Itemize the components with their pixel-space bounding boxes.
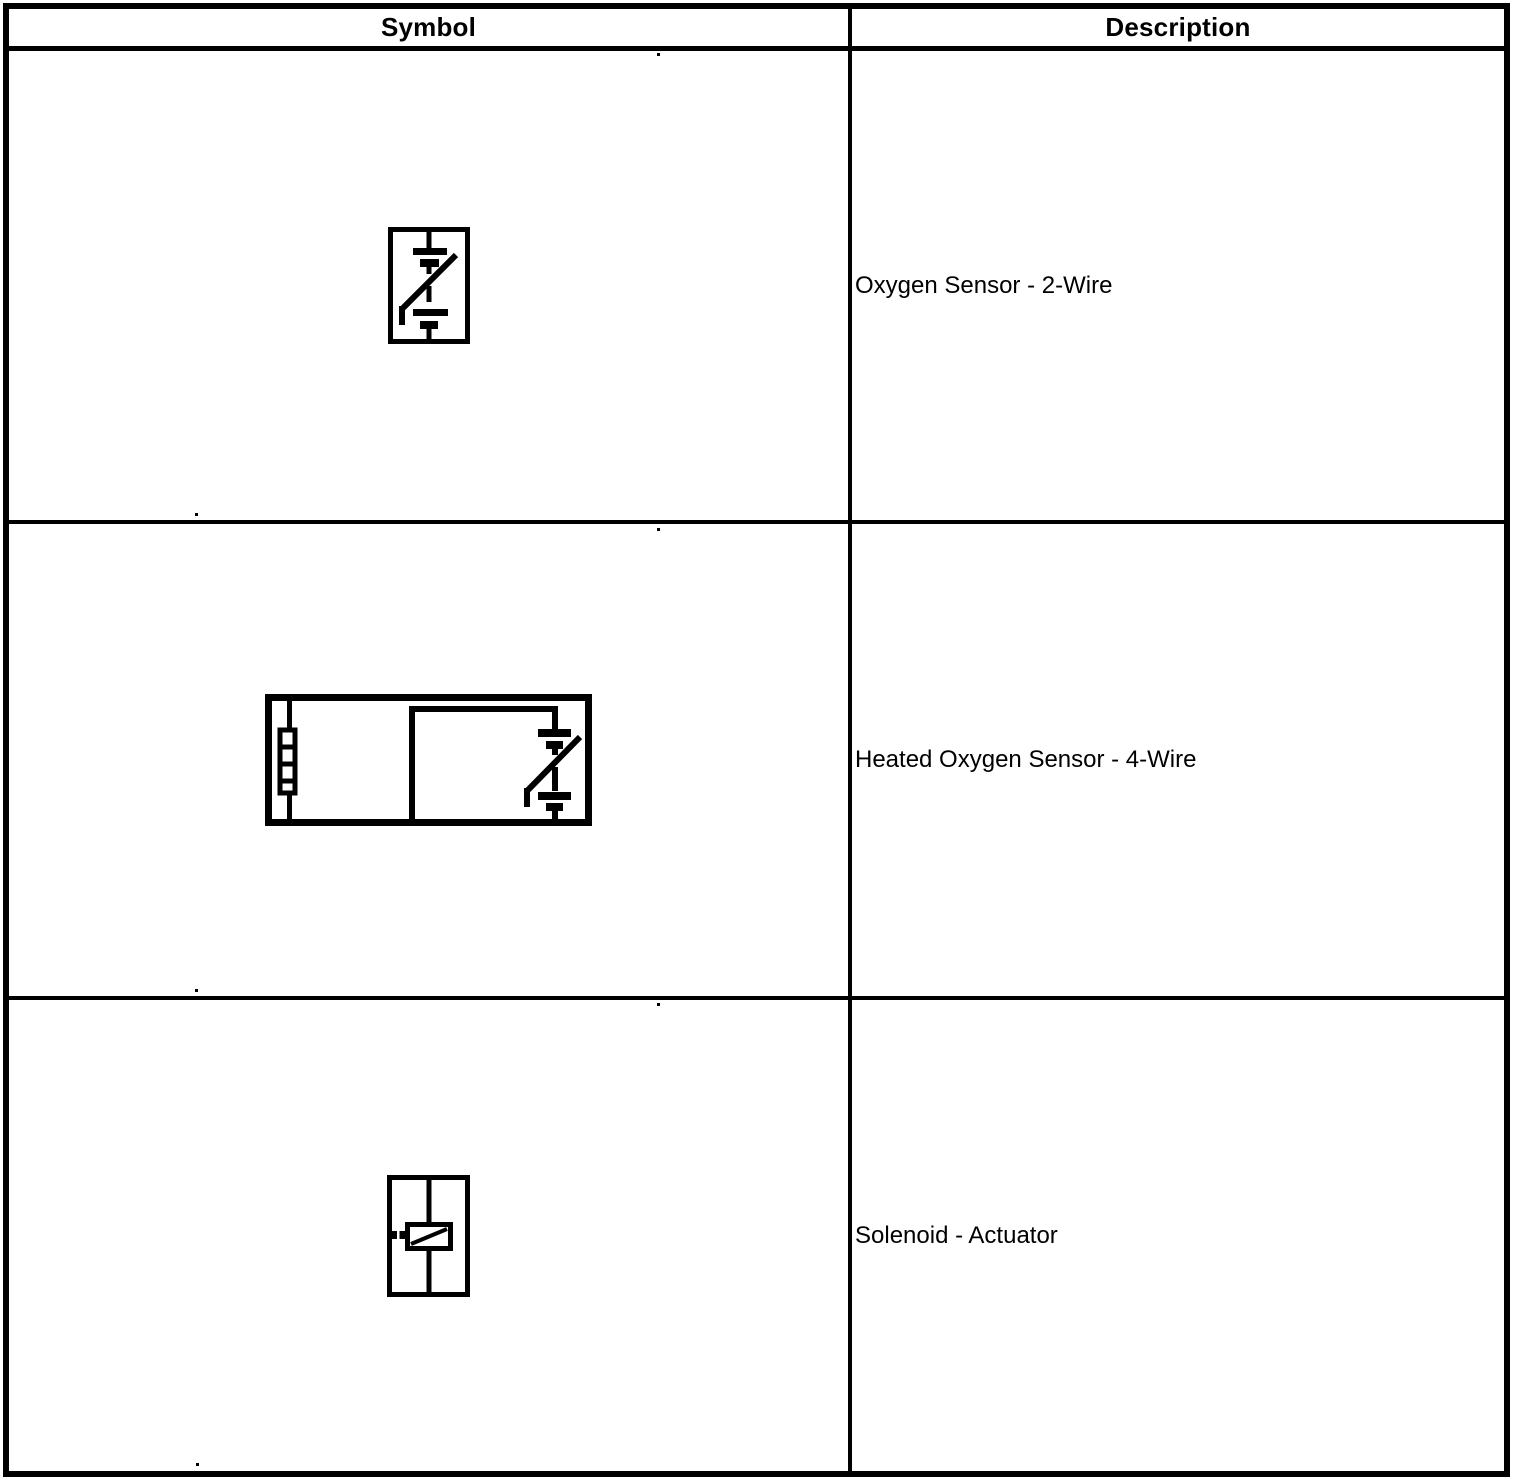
table-row-3-description-cell: [852, 1000, 1504, 1471]
scan-speck: [196, 1463, 199, 1466]
scan-speck: [657, 53, 660, 56]
scan-speck: [195, 989, 198, 992]
oxygen-sensor-2-wire-icon: [386, 225, 472, 346]
scan-speck: [195, 513, 198, 516]
table-row-2-description-cell: [852, 524, 1504, 1000]
row-3-description: Solenoid - Actuator: [855, 1221, 1058, 1249]
symbol-column-header: [9, 9, 852, 51]
table-row-1-symbol-cell: [9, 51, 852, 524]
row-1-description: Oxygen Sensor - 2-Wire: [855, 271, 1113, 299]
symbol-column-header-label: Symbol: [380, 12, 477, 42]
symbols-table: [3, 3, 1510, 1477]
table-row-1-description-cell: [852, 51, 1504, 524]
scan-speck: [657, 1003, 660, 1006]
description-column-header-label: Description: [1105, 12, 1251, 42]
scan-speck: [657, 528, 660, 531]
heated-oxygen-sensor-4-wire-icon: [262, 691, 595, 829]
table-row-3-symbol-cell: [9, 1000, 852, 1471]
table-row-2-symbol-cell: [9, 524, 852, 1000]
row-2-description: Heated Oxygen Sensor - 4-Wire: [855, 746, 1197, 773]
solenoid-actuator-icon: [385, 1173, 473, 1299]
description-column-header: [852, 9, 1504, 51]
